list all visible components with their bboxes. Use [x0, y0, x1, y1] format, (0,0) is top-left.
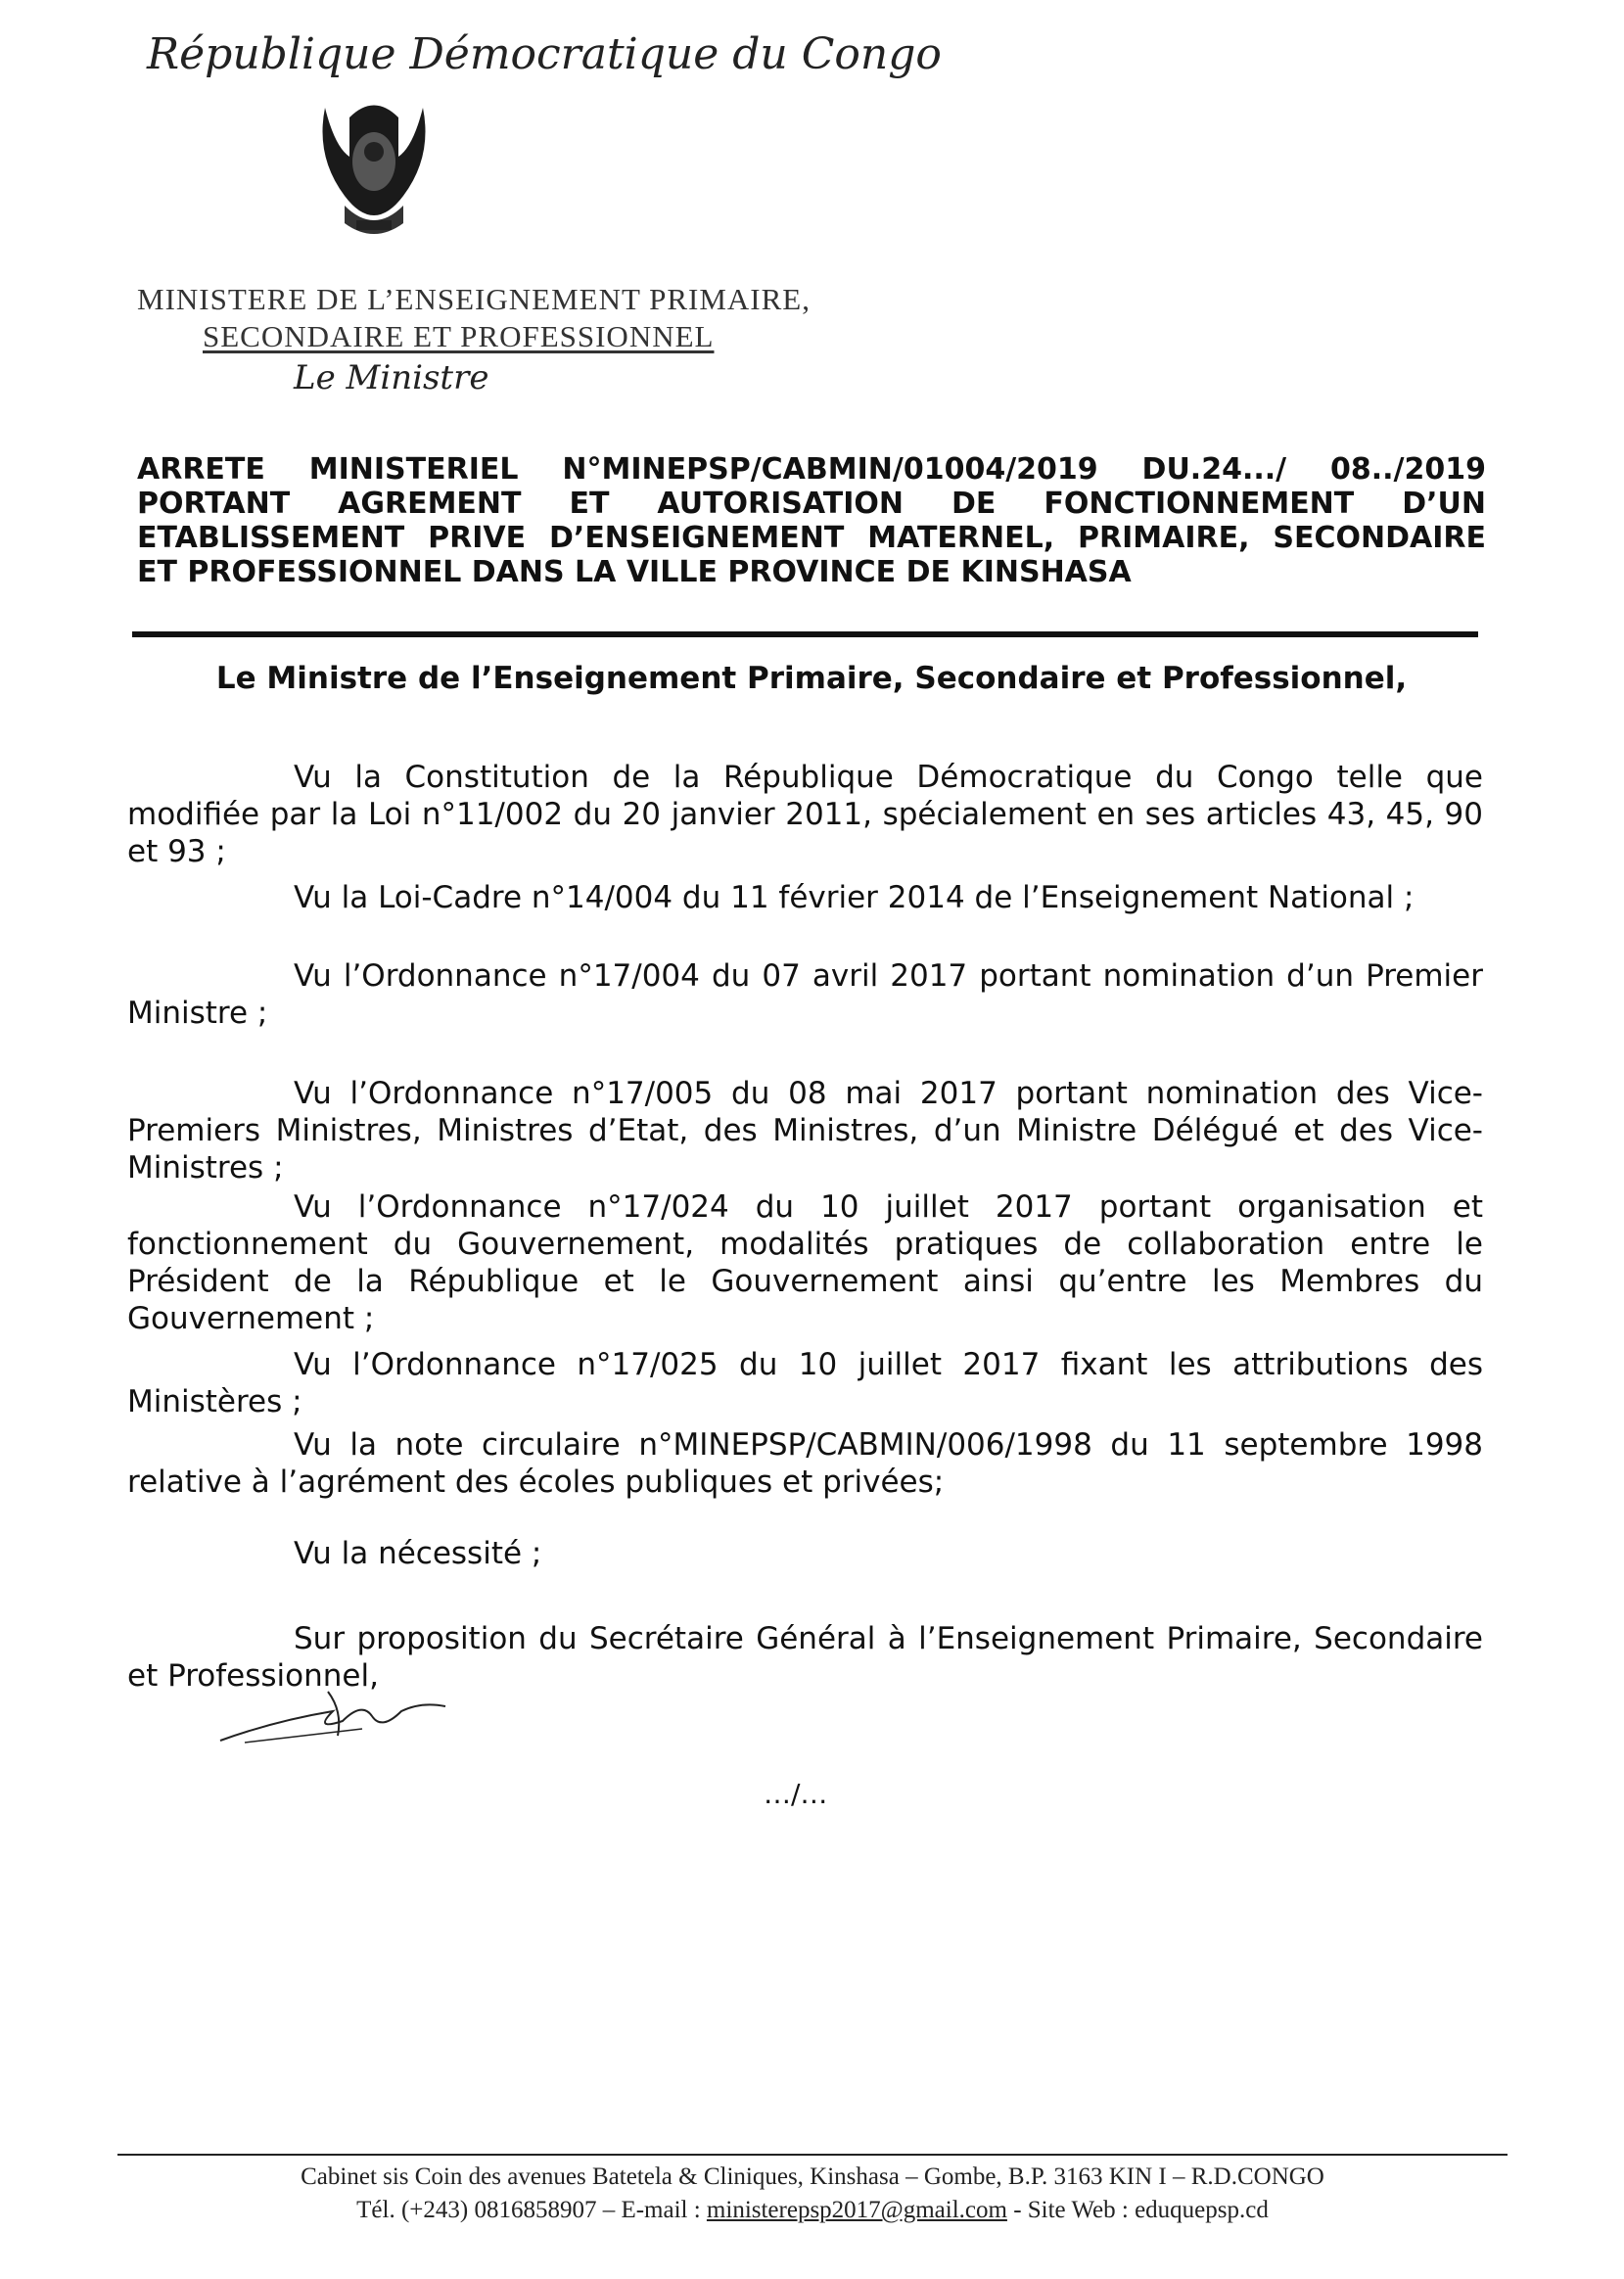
- coat-of-arms-emblem: [305, 88, 442, 245]
- paragraph-text: Vu l’Ordonnance n°17/005 du 08 mai 2017 portant nomination des Vice-Premiers Ministres, Ministres d’Etat, des Ministres, d’un Ministre Délégué et des Vice-Ministres ;: [127, 1076, 1483, 1186]
- arrete-title-line3: ETABLISSEMENT PRIVE D’ENSEIGNEMENT MATERNEL, PRIMAIRE, SECONDAIRE: [137, 521, 1486, 555]
- initials-signature: [215, 1682, 450, 1750]
- title-divider: [132, 631, 1478, 637]
- paragraph-note-circulaire: [127, 1426, 1483, 1501]
- arrete-title: [137, 452, 1486, 589]
- paragraph-text: Vu l’Ordonnance n°17/024 du 10 juillet 2017 portant organisation et fonctionnement du Gouvernement, modalités pratiques de collaboration entre le Président de la République et le Gouvernement ainsi qu’entre les Membres du Gouvernement ;: [127, 1189, 1483, 1336]
- footer-divider: [117, 2154, 1508, 2156]
- paragraph-loi-cadre: [127, 879, 1483, 916]
- paragraph-constitution: [127, 759, 1483, 870]
- ministry-name-line1: MINISTERE DE L’ENSEIGNEMENT PRIMAIRE,: [137, 282, 811, 316]
- footer-contact: [117, 2197, 1508, 2224]
- paragraph-text: Vu la nécessité ;: [294, 1536, 542, 1571]
- footer-address: Cabinet sis Coin des avenues Batetela & Cliniques, Kinshasa – Gombe, B.P. 3163 KIN I – R.D.CONGO: [301, 2163, 1324, 2190]
- office-title: Le Ministre: [294, 358, 489, 397]
- footer-website: - Site Web : eduquepsp.cd: [1013, 2197, 1269, 2223]
- ministry-name-line2: SECONDAIRE ET PROFESSIONNEL: [203, 319, 715, 353]
- arrete-title-line2: PORTANT AGREMENT ET AUTORISATION DE FONCTIONNEMENT D’UN: [137, 487, 1486, 521]
- paragraph-text: Vu la Loi-Cadre n°14/004 du 11 février 2014 de l’Enseignement National ;: [294, 880, 1415, 915]
- page-continuation: …/…: [764, 1778, 828, 1810]
- footer-tel: Tél. (+243) 0816858907 – E-mail :: [356, 2197, 701, 2223]
- paragraph-text: Sur proposition du Secrétaire Général à l’Enseignement Primaire, Secondaire et Professionnel,: [127, 1621, 1483, 1694]
- paragraph-ordonnance-vice-premiers: [127, 1075, 1483, 1186]
- minister-heading: Le Ministre de l’Enseignement Primaire, Secondaire et Professionnel,: [215, 661, 1408, 696]
- paragraph-necessite: [127, 1535, 1483, 1572]
- arrete-title-line4: ET PROFESSIONNEL DANS LA VILLE PROVINCE DE KINSHASA: [137, 555, 1132, 589]
- paragraph-ordonnance-organisation: [127, 1188, 1483, 1337]
- paragraph-text: Vu l’Ordonnance n°17/004 du 07 avril 2017 portant nomination d’un Premier Ministre ;: [127, 958, 1483, 1031]
- footer-email-link[interactable]: ministerepsp2017@gmail.com: [706, 2197, 1007, 2223]
- arrete-title-line1: ARRETE MINISTERIEL N°MINEPSP/CABMIN/01004/2019 DU.24.../ 08../2019: [137, 452, 1486, 487]
- paragraph-ordonnance-premier-ministre: [127, 957, 1483, 1032]
- paragraph-text: Vu la note circulaire n°MINEPSP/CABMIN/006/1998 du 11 septembre 1998 relative à l’agrément des écoles publiques et privées;: [127, 1427, 1483, 1500]
- paragraph-ordonnance-attributions: [127, 1346, 1483, 1420]
- paragraph-text: Vu la Constitution de la République Démocratique du Congo telle que modifiée par la Loi n°11/002 du 20 janvier 2011, spécialement en ses articles 43, 45, 90 et 93 ;: [127, 760, 1483, 869]
- paragraph-text: Vu l’Ordonnance n°17/025 du 10 juillet 2017 fixant les attributions des Ministères ;: [127, 1347, 1483, 1419]
- republic-heading: République Démocratique du Congo: [147, 29, 942, 79]
